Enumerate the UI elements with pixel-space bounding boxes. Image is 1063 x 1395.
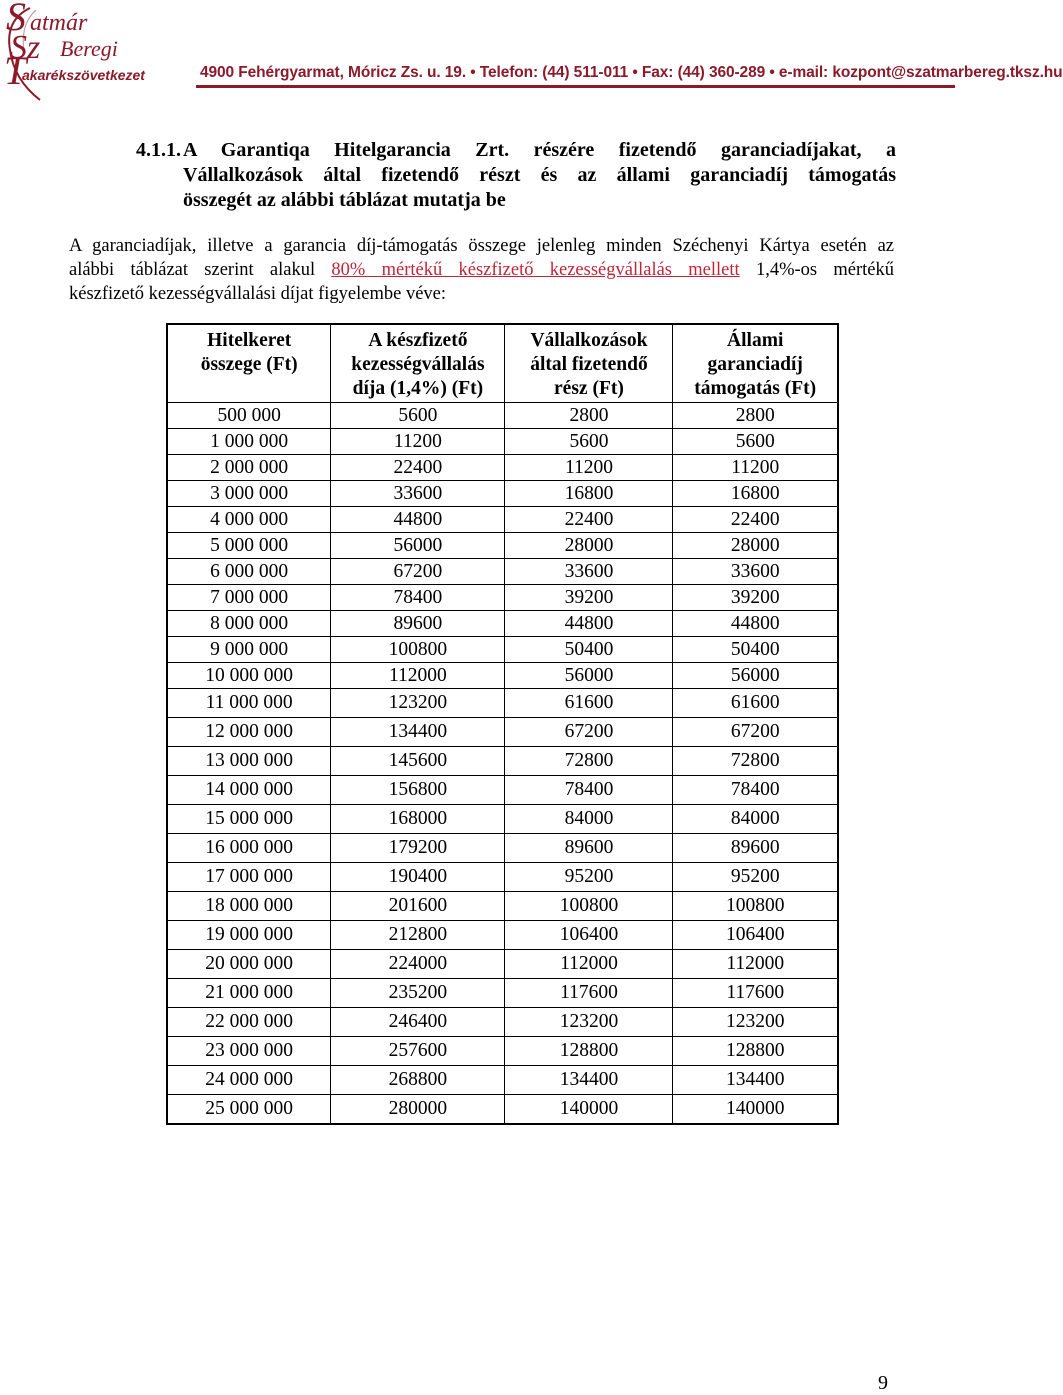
bank-logo xyxy=(0,0,200,110)
table-cell: 123200 xyxy=(331,688,505,717)
table-cell: 235200 xyxy=(331,978,505,1007)
table-row xyxy=(167,746,838,775)
table-cell: 7 000 000 xyxy=(167,584,331,610)
table-cell: 100800 xyxy=(505,891,673,920)
table-cell: 112000 xyxy=(505,949,673,978)
table-cell: 168000 xyxy=(331,804,505,833)
table-cell: 28000 xyxy=(673,532,838,558)
table-cell: 22400 xyxy=(673,506,838,532)
table-cell: 84000 xyxy=(505,804,673,833)
table-cell: 61600 xyxy=(673,688,838,717)
table-cell: 22 000 000 xyxy=(167,1007,331,1036)
table-cell: 190400 xyxy=(331,862,505,891)
table-cell: 23 000 000 xyxy=(167,1036,331,1065)
table-cell: 156800 xyxy=(331,775,505,804)
table-cell: 25 000 000 xyxy=(167,1094,331,1124)
table-cell: 89600 xyxy=(331,610,505,636)
intro-line-2 xyxy=(69,258,894,282)
table-cell: 500 000 xyxy=(167,402,331,428)
table-cell: 67200 xyxy=(505,717,673,746)
table-cell: 2800 xyxy=(505,402,673,428)
page-number: 9 xyxy=(878,1372,888,1394)
table-row xyxy=(167,1007,838,1036)
table-row xyxy=(167,1036,838,1065)
table-cell: 6 000 000 xyxy=(167,558,331,584)
table-cell: 5600 xyxy=(331,402,505,428)
table-cell: 140000 xyxy=(505,1094,673,1124)
table-cell: 13 000 000 xyxy=(167,746,331,775)
header-enterprise-share xyxy=(505,324,673,402)
table-cell: 95200 xyxy=(673,862,838,891)
table-cell: 11200 xyxy=(331,428,505,454)
table-cell: 28000 xyxy=(505,532,673,558)
table-cell: 112000 xyxy=(331,662,505,688)
table-cell: 2 000 000 xyxy=(167,454,331,480)
svg-text:S: S xyxy=(6,0,26,39)
table-cell: 44800 xyxy=(505,610,673,636)
table-row xyxy=(167,1094,838,1124)
table-cell: 39200 xyxy=(673,584,838,610)
header-line: által fizetendő xyxy=(530,354,648,375)
table-cell: 56000 xyxy=(331,532,505,558)
table-cell: 268800 xyxy=(331,1065,505,1094)
svg-text:akarékszövetkezet: akarékszövetkezet xyxy=(22,67,145,83)
table-cell: 17 000 000 xyxy=(167,862,331,891)
table-cell: 9 000 000 xyxy=(167,636,331,662)
letterhead xyxy=(0,0,1063,110)
table-cell: 128800 xyxy=(505,1036,673,1065)
table-cell: 56000 xyxy=(505,662,673,688)
table-cell: 11200 xyxy=(505,454,673,480)
table-cell: 44800 xyxy=(673,610,838,636)
table-row xyxy=(167,428,838,454)
table-cell: 78400 xyxy=(673,775,838,804)
heading-text-1: A Garantiqa Hitelgarancia Zrt. részére fizetendő garanciadíjakat, a xyxy=(183,139,896,161)
table-cell: 100800 xyxy=(673,891,838,920)
table-cell: 3 000 000 xyxy=(167,480,331,506)
table-cell: 72800 xyxy=(673,746,838,775)
table-cell: 212800 xyxy=(331,920,505,949)
heading-line-3: összegét az alábbi táblázat mutatja be xyxy=(183,189,506,211)
table-row xyxy=(167,775,838,804)
table-cell: 12 000 000 xyxy=(167,717,331,746)
letterhead-rule xyxy=(196,85,955,88)
table-cell: 19 000 000 xyxy=(167,920,331,949)
table-cell: 257600 xyxy=(331,1036,505,1065)
table-cell: 5600 xyxy=(505,428,673,454)
table-cell: 18 000 000 xyxy=(167,891,331,920)
table-row xyxy=(167,804,838,833)
table-cell: 89600 xyxy=(505,833,673,862)
table-cell: 134400 xyxy=(505,1065,673,1094)
table-cell: 44800 xyxy=(331,506,505,532)
table-cell: 117600 xyxy=(673,978,838,1007)
table-cell: 24 000 000 xyxy=(167,1065,331,1094)
table-cell: 117600 xyxy=(505,978,673,1007)
header-line: támogatás (Ft) xyxy=(694,378,817,399)
table-cell: 16800 xyxy=(673,480,838,506)
table-row xyxy=(167,454,838,480)
section-number: 4.1.1. xyxy=(136,139,181,161)
header-line: Vállalkozások xyxy=(530,330,648,351)
table-row xyxy=(167,662,838,688)
table-cell: 2800 xyxy=(673,402,838,428)
table-cell: 128800 xyxy=(673,1036,838,1065)
table-cell: 11 000 000 xyxy=(167,688,331,717)
intro-paragraph xyxy=(69,234,894,306)
table-cell: 50400 xyxy=(673,636,838,662)
table-cell: 15 000 000 xyxy=(167,804,331,833)
guarantee-fee-table xyxy=(166,323,839,1125)
table-cell: 39200 xyxy=(505,584,673,610)
heading-line-1 xyxy=(136,138,896,163)
table-row xyxy=(167,506,838,532)
table-cell: 1 000 000 xyxy=(167,428,331,454)
table-cell: 5600 xyxy=(673,428,838,454)
table-row xyxy=(167,717,838,746)
header-state-subsidy xyxy=(673,324,838,402)
table-body xyxy=(167,402,838,1124)
table-cell: 179200 xyxy=(331,833,505,862)
header-line: A készfizető xyxy=(368,330,468,351)
table-row xyxy=(167,833,838,862)
table-cell: 106400 xyxy=(505,920,673,949)
table-cell: 201600 xyxy=(331,891,505,920)
table-cell: 112000 xyxy=(673,949,838,978)
table-row xyxy=(167,1065,838,1094)
table-row xyxy=(167,920,838,949)
header-line: összege (Ft) xyxy=(200,354,298,375)
svg-text:atmár: atmár xyxy=(30,10,88,36)
header-line: díja (1,4%) (Ft) xyxy=(352,378,484,399)
header-line: Állami xyxy=(727,330,784,351)
table-cell: 84000 xyxy=(673,804,838,833)
table-cell: 16800 xyxy=(505,480,673,506)
table-cell: 67200 xyxy=(331,558,505,584)
header-line: garanciadíj xyxy=(707,354,803,375)
table-cell: 20 000 000 xyxy=(167,949,331,978)
table-cell: 21 000 000 xyxy=(167,978,331,1007)
table-row xyxy=(167,584,838,610)
table-header-row xyxy=(167,324,838,402)
table-cell: 140000 xyxy=(673,1094,838,1124)
intro-line-2-after: 1,4%-os mértékű xyxy=(755,260,895,280)
section-heading xyxy=(136,138,896,213)
table-row xyxy=(167,558,838,584)
table-cell: 4 000 000 xyxy=(167,506,331,532)
table-cell: 22400 xyxy=(331,454,505,480)
table-cell: 100800 xyxy=(331,636,505,662)
table-row xyxy=(167,862,838,891)
table-cell: 72800 xyxy=(505,746,673,775)
table-cell: 33600 xyxy=(331,480,505,506)
letterhead-contact: 4900 Fehérgyarmat, Móricz Zs. u. 19. • Telefon: (44) 511-011 • Fax: (44) 360-289 • e-mail: kozpont@szatmarbereg.tksz.hu xyxy=(200,64,1063,81)
table-cell: 11200 xyxy=(673,454,838,480)
table-row xyxy=(167,636,838,662)
table-cell: 246400 xyxy=(331,1007,505,1036)
table-cell: 33600 xyxy=(505,558,673,584)
header-credit-amount xyxy=(167,324,331,402)
table-cell: 89600 xyxy=(673,833,838,862)
table-cell: 78400 xyxy=(331,584,505,610)
table-cell: 280000 xyxy=(331,1094,505,1124)
table-row xyxy=(167,978,838,1007)
table-row xyxy=(167,480,838,506)
svg-text:Sz: Sz xyxy=(10,29,41,66)
table-cell: 16 000 000 xyxy=(167,833,331,862)
svg-text:Beregi: Beregi xyxy=(60,36,118,61)
table-cell: 95200 xyxy=(505,862,673,891)
table-cell: 134400 xyxy=(673,1065,838,1094)
table-row xyxy=(167,532,838,558)
table-row xyxy=(167,949,838,978)
table-cell: 22400 xyxy=(505,506,673,532)
table-cell: 123200 xyxy=(673,1007,838,1036)
logo-icon xyxy=(0,0,200,110)
header-line: kezességvállalás xyxy=(351,354,485,375)
header-line: rész (Ft) xyxy=(554,378,624,399)
svg-text:T: T xyxy=(4,48,27,93)
table-cell: 8 000 000 xyxy=(167,610,331,636)
table-cell: 106400 xyxy=(673,920,838,949)
intro-highlight: 80% mértékű készfizető kezességvállalás mellett xyxy=(331,260,740,280)
table-cell: 134400 xyxy=(331,717,505,746)
table-cell: 56000 xyxy=(673,662,838,688)
header-guarantee-fee xyxy=(331,324,505,402)
table-cell: 10 000 000 xyxy=(167,662,331,688)
table-row xyxy=(167,402,838,428)
table-cell: 33600 xyxy=(673,558,838,584)
table-cell: 50400 xyxy=(505,636,673,662)
intro-line-2-before: alábbi táblázat szerint alakul xyxy=(69,260,316,280)
table-row xyxy=(167,688,838,717)
table-row xyxy=(167,891,838,920)
table-cell: 123200 xyxy=(505,1007,673,1036)
intro-line-1: A garanciadíjak, illetve a garancia díj-támogatás összege jelenleg minden Széchenyi Kártya esetén az xyxy=(69,236,894,256)
table-row xyxy=(167,610,838,636)
table-cell: 5 000 000 xyxy=(167,532,331,558)
table-cell: 224000 xyxy=(331,949,505,978)
intro-line-3: készfizető kezességvállalási díjat figyelembe véve: xyxy=(69,284,447,304)
table-cell: 78400 xyxy=(505,775,673,804)
table-cell: 61600 xyxy=(505,688,673,717)
heading-line-2: Vállalkozások által fizetendő részt és az állami garanciadíj támogatás xyxy=(183,164,896,186)
table-cell: 67200 xyxy=(673,717,838,746)
table-cell: 14 000 000 xyxy=(167,775,331,804)
header-line: Hitelkeret xyxy=(207,330,292,351)
table-cell: 145600 xyxy=(331,746,505,775)
